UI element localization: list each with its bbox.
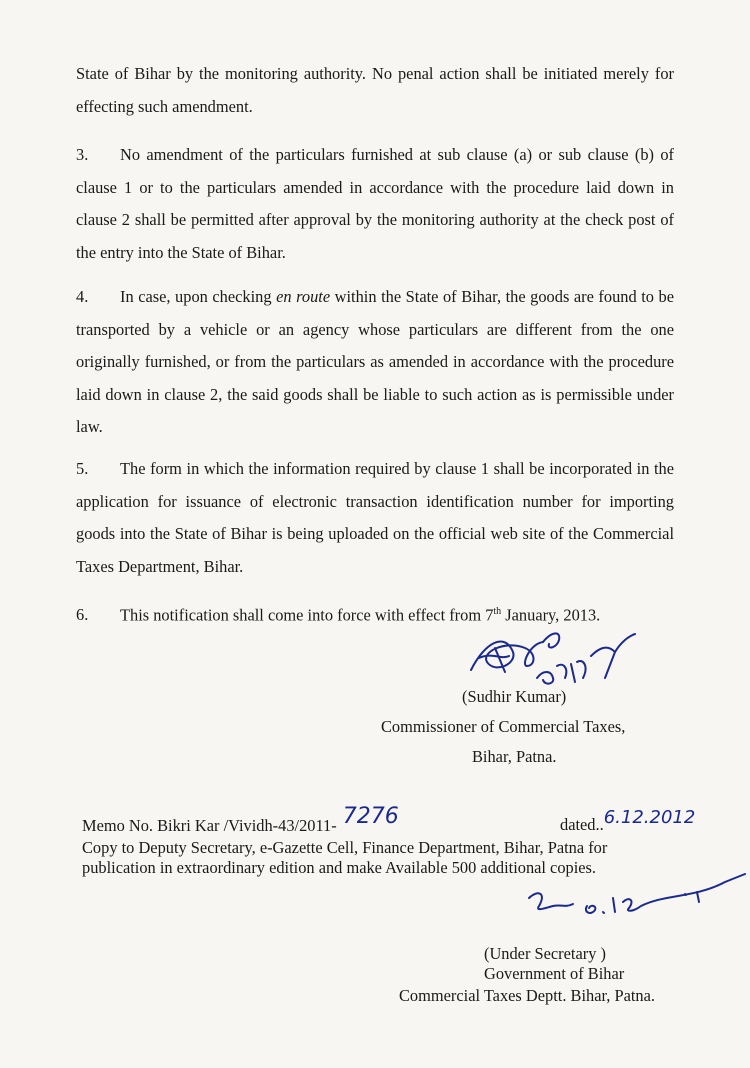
signatory-name: (Sudhir Kumar) xyxy=(462,687,567,706)
under-secretary-signature xyxy=(525,872,750,932)
paragraph-5-text: The form in which the information required by clause 1 shall be incorporated in the application for issuance of electronic transaction identification number for importing goods into the State of Bihar is being uploaded on the official web site of the Commercial Taxes Department, Bihar. xyxy=(76,459,674,576)
paragraph-4-italic-term: en route xyxy=(276,287,331,306)
paragraph-3-number: 3. xyxy=(76,145,89,164)
memo-handwritten-date: 6.12.2012 xyxy=(603,807,696,828)
memo-copy-line-2: publication in extraordinary edition and make Available 500 additional copies. xyxy=(82,858,597,877)
paragraph-intro xyxy=(76,58,674,123)
under-secretary-title: (Under Secretary ) xyxy=(484,944,606,963)
paragraph-6-number: 6. xyxy=(76,605,89,625)
paragraph-intro-text: State of Bihar by the monitoring authority. No penal action shall be initiated merely for effecting such amendment. xyxy=(76,64,674,116)
paragraph-6-text-start: This notification shall come into force with effect from 7 xyxy=(120,605,494,625)
memo-dated-label: dated.. xyxy=(560,815,604,834)
paragraph-5-number: 5. xyxy=(76,459,89,478)
signatory-designation: Commissioner of Commercial Taxes, xyxy=(381,717,626,736)
paragraph-4-text-end: within the State of Bihar, the goods are found to be transported by a vehicle or an agency whose particulars are different from the one originally furnished, or from the particulars as amended in accordance with the procedure laid down in clause 2, the said goods shall be liable to such action as is permissible under law. xyxy=(76,287,674,436)
memo-date xyxy=(560,807,740,835)
under-secretary-dept: Commercial Taxes Deptt. Bihar, Patna. xyxy=(399,986,655,1005)
memo-copy-line-1: Copy to Deputy Secretary, e-Gazette Cell, Finance Department, Bihar, Patna for xyxy=(82,838,608,857)
paragraph-4 xyxy=(76,281,674,444)
paragraph-3-text: No amendment of the particulars furnished at sub clause (a) or sub clause (b) of clause 1 or to the particulars amended in accordance with the procedure laid down in clause 2 shall be permitted after approval by the monitoring authority at the check post of the entry into the State of Bihar. xyxy=(76,145,674,262)
paragraph-5 xyxy=(76,453,674,583)
under-secretary-office: Government of Bihar xyxy=(484,964,625,983)
paragraph-4-number: 4. xyxy=(76,287,89,306)
memo-number-label: Memo No. Bikri Kar /Vividh-43/2011- xyxy=(82,816,337,835)
paragraph-3 xyxy=(76,139,674,269)
paragraph-6-superscript: th xyxy=(493,606,502,617)
memo-handwritten-number: 7276 xyxy=(342,804,399,829)
signatory-location: Bihar, Patna. xyxy=(472,747,557,766)
paragraph-6-text-end: January, 2013. xyxy=(501,605,601,625)
paragraph-4-text-start: In case, upon checking xyxy=(120,287,277,306)
